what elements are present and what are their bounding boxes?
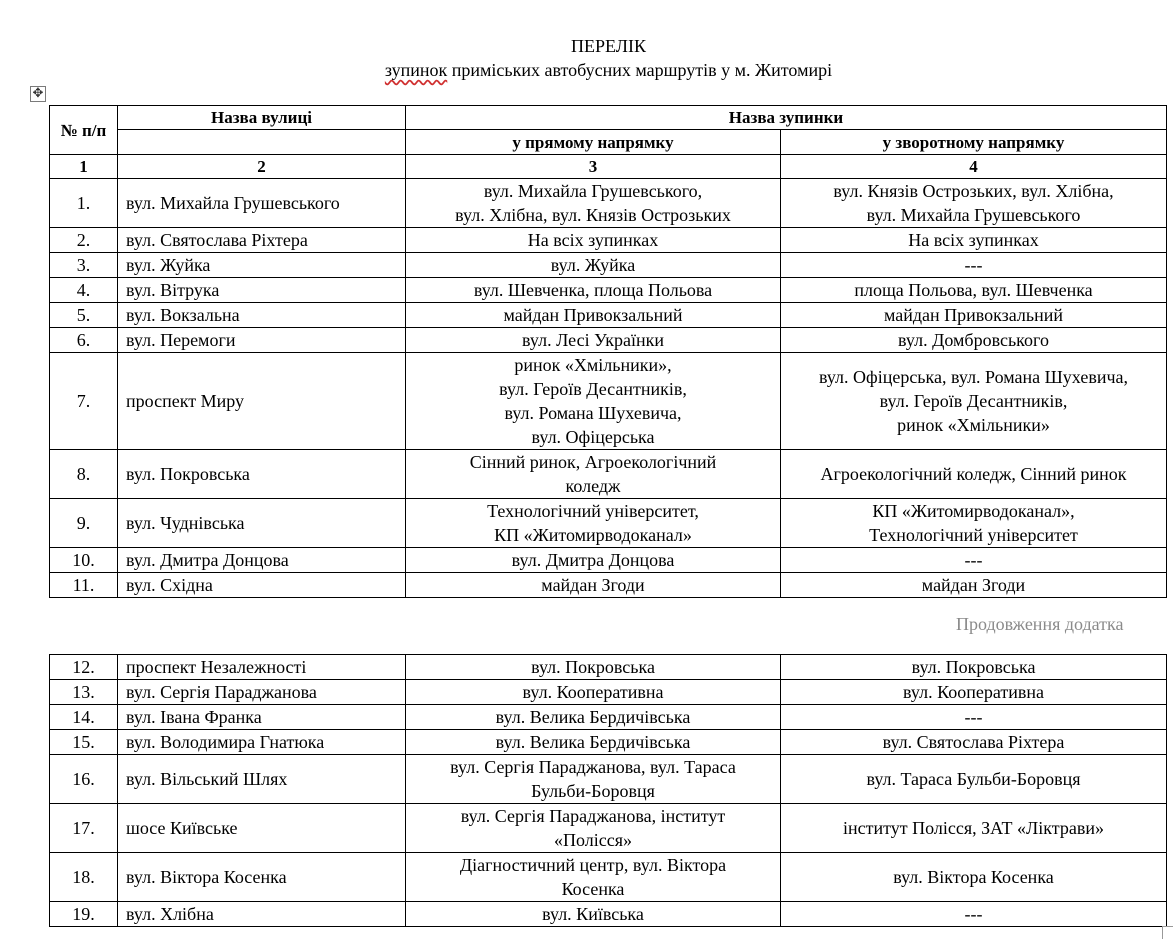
table-row	[50, 755, 1167, 804]
stops-forward: вул. Шевченка, площа Польова	[406, 278, 781, 303]
spellcheck-word[interactable]: зупинок	[384, 60, 448, 80]
header-col-3: 3	[406, 155, 781, 179]
street-name: шосе Київське	[118, 804, 406, 853]
row-number: 11.	[50, 573, 118, 598]
stops-forward: вул. Кооперативна	[406, 680, 781, 705]
row-number: 16.	[50, 755, 118, 804]
document-title: ПЕРЕЛІК	[571, 36, 646, 56]
header-col-2: 2	[118, 155, 406, 179]
stops-backward: ---	[781, 902, 1167, 927]
table-row	[50, 303, 1167, 328]
row-number: 12.	[50, 655, 118, 680]
continuation-label: Продовження додатка	[956, 614, 1124, 634]
street-name: вул. Жуйка	[118, 253, 406, 278]
stops-forward: Технологічний університет, КП «Житомирводоканал»	[406, 499, 781, 548]
row-number: 9.	[50, 499, 118, 548]
header-street: Назва вулиці	[118, 106, 406, 130]
stops-forward: Діагностичний центр, вул. Віктора Косенка	[406, 853, 781, 902]
row-number: 18.	[50, 853, 118, 902]
row-number: 14.	[50, 705, 118, 730]
header-col-1: 1	[50, 155, 118, 179]
stops-backward: вул. Кооперативна	[781, 680, 1167, 705]
stops-backward: ---	[781, 705, 1167, 730]
stops-forward: вул. Дмитра Донцова	[406, 548, 781, 573]
stops-forward: вул. Сергія Параджанова, інститут «Полісся»	[406, 804, 781, 853]
row-number: 1.	[50, 179, 118, 228]
stops-backward: КП «Житомирводоканал», Технологічний університет	[781, 499, 1167, 548]
table-row	[50, 179, 1167, 228]
table-row	[50, 902, 1167, 927]
table-row	[50, 804, 1167, 853]
stops-forward: вул. Покровська	[406, 655, 781, 680]
row-number: 5.	[50, 303, 118, 328]
stops-forward: вул. Велика Бердичівська	[406, 730, 781, 755]
street-name: вул. Сергія Параджанова	[118, 680, 406, 705]
stops-backward: вул. Святослава Ріхтера	[781, 730, 1167, 755]
row-number: 19.	[50, 902, 118, 927]
table-row	[50, 278, 1167, 303]
street-name: вул. Володимира Гнатюка	[118, 730, 406, 755]
table-row	[50, 548, 1167, 573]
stops-forward: вул. Жуйка	[406, 253, 781, 278]
stops-backward: вул. Покровська	[781, 655, 1167, 680]
row-number: 10.	[50, 548, 118, 573]
subtitle-rest: приміських автобусних маршрутів у м. Житомирі	[447, 60, 833, 80]
street-name: вул. Івана Франка	[118, 705, 406, 730]
header-forward: у прямому напрямку	[406, 130, 781, 155]
table-body-part1	[50, 179, 1167, 598]
stops-backward: площа Польова, вул. Шевченка	[781, 278, 1167, 303]
stops-backward: На всіх зупинках	[781, 228, 1167, 253]
table-row	[50, 730, 1167, 755]
stops-forward: майдан Привокзальний	[406, 303, 781, 328]
header-stop: Назва зупинки	[406, 106, 1167, 130]
street-name: вул. Вільський Шлях	[118, 755, 406, 804]
stops-forward: вул. Велика Бердичівська	[406, 705, 781, 730]
row-number: 17.	[50, 804, 118, 853]
stops-backward: вул. Домбровського	[781, 328, 1167, 353]
street-name: вул. Вітрука	[118, 278, 406, 303]
row-number: 6.	[50, 328, 118, 353]
row-number: 7.	[50, 353, 118, 450]
street-name: проспект Миру	[118, 353, 406, 450]
stops-forward: вул. Київська	[406, 902, 781, 927]
stops-backward: інститут Полісся, ЗАТ «Ліктрави»	[781, 804, 1167, 853]
table-row	[50, 228, 1167, 253]
table-row	[50, 353, 1167, 450]
stops-backward: майдан Згоди	[781, 573, 1167, 598]
table-move-handle-icon[interactable]: ✥	[30, 86, 46, 102]
stops-forward: ринок «Хмільники», вул. Героїв Десантників, вул. Романа Шухевича, вул. Офіцерська	[406, 353, 781, 450]
table-row	[50, 655, 1167, 680]
header-backward: у зворотному напрямку	[781, 130, 1167, 155]
table-row	[50, 680, 1167, 705]
street-name: вул. Вокзальна	[118, 303, 406, 328]
table-row	[50, 253, 1167, 278]
street-name: вул. Михайла Грушевського	[118, 179, 406, 228]
stops-forward: вул. Лесі Українки	[406, 328, 781, 353]
street-name: вул. Чуднівська	[118, 499, 406, 548]
row-number: 15.	[50, 730, 118, 755]
table-row	[50, 705, 1167, 730]
stops-backward: ---	[781, 253, 1167, 278]
stops-backward: вул. Віктора Косенка	[781, 853, 1167, 902]
stops-forward: Сінний ринок, Агроекологічний коледж	[406, 450, 781, 499]
street-name: вул. Святослава Ріхтера	[118, 228, 406, 253]
table-row	[50, 573, 1167, 598]
street-name: вул. Східна	[118, 573, 406, 598]
stops-backward: вул. Офіцерська, вул. Романа Шухевича, вул. Героїв Десантників, ринок «Хмільники»	[781, 353, 1167, 450]
table-row	[50, 450, 1167, 499]
stops-backward: вул. Князів Острозьких, вул. Хлібна, вул. Михайла Грушевського	[781, 179, 1167, 228]
page-corner-mark	[1162, 926, 1173, 939]
header-col-4: 4	[781, 155, 1167, 179]
row-number: 8.	[50, 450, 118, 499]
row-number: 4.	[50, 278, 118, 303]
row-number: 13.	[50, 680, 118, 705]
header-street-sub	[118, 130, 406, 155]
stops-backward: ---	[781, 548, 1167, 573]
table-row	[50, 328, 1167, 353]
street-name: вул. Перемоги	[118, 328, 406, 353]
street-name: вул. Дмитра Донцова	[118, 548, 406, 573]
street-name: вул. Покровська	[118, 450, 406, 499]
row-number: 2.	[50, 228, 118, 253]
street-name: проспект Незалежності	[118, 655, 406, 680]
table-body-part2	[50, 655, 1167, 927]
table-row	[50, 853, 1167, 902]
stops-backward: вул. Тараса Бульби-Боровця	[781, 755, 1167, 804]
stops-forward: вул. Михайла Грушевського, вул. Хлібна, вул. Князів Острозьких	[406, 179, 781, 228]
street-name: вул. Хлібна	[118, 902, 406, 927]
header-number: № п/п	[50, 106, 118, 155]
stops-forward: майдан Згоди	[406, 573, 781, 598]
stops-table-part2	[49, 654, 1167, 927]
stops-table-part1	[49, 105, 1167, 598]
table-row	[50, 499, 1167, 548]
stops-forward: На всіх зупинках	[406, 228, 781, 253]
document-subtitle	[0, 60, 1175, 80]
stops-backward: майдан Привокзальний	[781, 303, 1167, 328]
row-number: 3.	[50, 253, 118, 278]
stops-forward: вул. Сергія Параджанова, вул. Тараса Бульби-Боровця	[406, 755, 781, 804]
stops-backward: Агроекологічний коледж, Сінний ринок	[781, 450, 1167, 499]
street-name: вул. Віктора Косенка	[118, 853, 406, 902]
